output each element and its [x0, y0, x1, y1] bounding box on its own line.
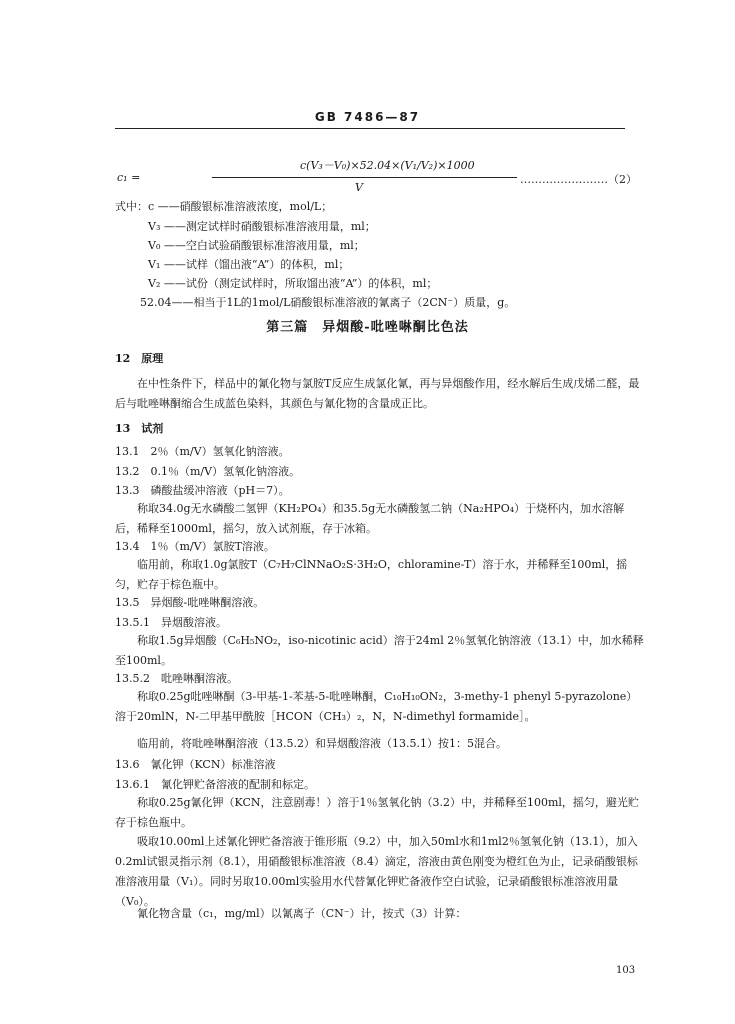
- definition-item: V₀ ——空白试验硝酸银标准溶液用量，ml；: [148, 239, 365, 252]
- paragraph-13-6-1-a: 称取0.25g氰化钾（KCN，注意剧毒！）溶于1％氢氧化钠（3.2）中，并稀释至100ml，摇匀，避光贮存于棕色瓶中。: [115, 796, 639, 829]
- definition-item: V₂ ——试份（测定试样时，所取馏出液“A”）的体积，ml；: [148, 277, 438, 290]
- item-13-5-2: 13.5.2 吡唑啉酮溶液。: [115, 672, 238, 685]
- formula-ref: ……………………（2）: [520, 173, 637, 186]
- definition-last: 52.04——相当于1L的1mol/L硝酸银标准溶液的氰离子（2CN⁻）质量，g。: [140, 296, 516, 309]
- formula-denominator: V: [355, 181, 363, 194]
- paragraph-12: 在中性条件下，样品中的氰化物与氯胺T反应生成氯化氰，再与异烟酸作用，经水解后生成戊烯二醛，最后与吡唑啉酮缩合生成蓝色染料，其颜色与氰化物的含量成正比。: [115, 377, 640, 410]
- header-rule: [115, 128, 625, 129]
- item-13-6: 13.6 氰化钾（KCN）标准溶液: [115, 758, 276, 771]
- page-header: GB 7486—87: [314, 110, 421, 124]
- heading-12: 12 原理: [115, 352, 164, 365]
- formula-numerator: c(V₃－V₀)×52.04×(V₁/V₂)×1000: [300, 159, 475, 172]
- item-13-1: 13.1 2％（m/V）氢氧化钠溶液。: [115, 445, 290, 458]
- section-title: 第三篇 异烟酸-吡唑啉酮比色法: [266, 320, 469, 335]
- formula-lhs: c₁ =: [117, 171, 141, 184]
- item-13-5: 13.5 异烟酸-吡唑啉酮溶液。: [115, 596, 265, 609]
- paragraph-13-6-1-c: 氰化物含量（c₁，mg/ml）以氰离子（CN⁻）计，按式（3）计算：: [137, 907, 467, 920]
- fraction-line: [212, 177, 517, 178]
- paragraph-13-5-1: 称取1.5g异烟酸（C₆H₅NO₂，iso-nicotinic acid）溶于24ml 2％氢氧化钠溶液（13.1）中，加水稀释至100ml。: [115, 634, 644, 667]
- paragraph-13-4: 临用前，称取1.0g氯胺T（C₇H₇ClNNaO₂S·3H₂O，chloramine-T）溶于水，并稀释至100ml，摇匀，贮存于棕色瓶中。: [115, 558, 628, 591]
- paragraph-13-5: 临用前，将吡唑啉酮溶液（13.5.2）和异烟酸溶液（13.5.1）按1：5混合。: [137, 737, 507, 750]
- item-13-5-1: 13.5.1 异烟酸溶液。: [115, 616, 227, 629]
- item-13-2: 13.2 0.1％（m/V）氢氧化钠溶液。: [115, 465, 301, 478]
- definition-item: V₁ ——试样（馏出液“A”）的体积，ml；: [148, 258, 350, 271]
- page-number: 103: [616, 965, 636, 976]
- heading-13: 13 试剂: [115, 422, 164, 435]
- definition-item: V₃ ——测定试样时硝酸银标准溶液用量，ml；: [148, 220, 376, 233]
- paragraph-13-3: 称取34.0g无水磷酸二氢钾（KH₂PO₄）和35.5g无水磷酸氢二钠（Na₂HPO₄）于烧杯内，加水溶解后，稀释至1000ml，摇匀，放入试剂瓶，存于冰箱。: [115, 502, 625, 535]
- item-13-3: 13.3 磷酸盐缓冲溶液（pH＝7）。: [115, 484, 290, 497]
- definition-intro: 式中：c ——硝酸银标准溶液浓度，mol/L；: [115, 200, 333, 213]
- paragraph-13-5-2: 称取0.25g吡唑啉酮（3-甲基-1-苯基-5-吡唑啉酮，C₁₀H₁₀ON₂，3-methy-1 phenyl 5-pyrazolone）溶于20mlN，N-二甲基甲酰胺［HCON（CH₃）₂，N，N-dimethyl formamide］。: [115, 690, 638, 723]
- item-13-4: 13.4 1％（m/V）氯胺T溶液。: [115, 540, 275, 553]
- paragraph-13-6-1-b: 吸取10.00ml上述氰化钾贮备溶液于锥形瓶（9.2）中，加入50ml水和1ml2％氢氧化钠（13.1），加入0.2ml试银灵指示剂（8.1），用硝酸银标准溶液（8.4）滴定，溶液由黄色刚变为橙红色为止，记录硝酸银标准溶液用量（V₁）。同时另取10.00ml实验用水代替氰化钾贮备液作空白试验，记录硝酸银标准溶液用量（V₀）。: [115, 835, 638, 908]
- item-13-6-1: 13.6.1 氰化钾贮备溶液的配制和标定。: [115, 778, 315, 791]
